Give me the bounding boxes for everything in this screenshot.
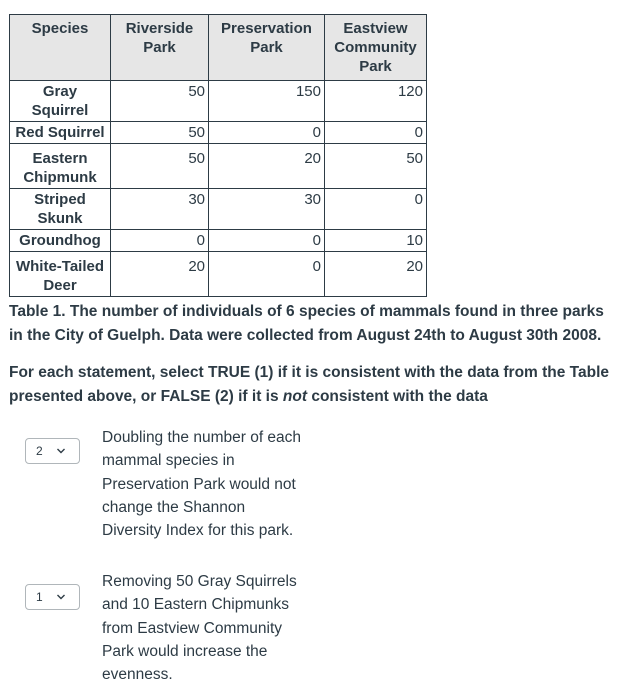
header-eastview: Eastview Community Park (325, 15, 427, 81)
header-species: Species (10, 15, 111, 81)
cell-preservation: 0 (209, 252, 325, 297)
cell-preservation: 0 (209, 230, 325, 252)
cell-preservation: 150 (209, 81, 325, 122)
header-riverside: Riverside Park (111, 15, 209, 81)
header-preservation: Preservation Park (209, 15, 325, 81)
table-header-row (10, 15, 427, 81)
cell-eastview: 50 (325, 144, 427, 189)
statement-1-text: Doubling the number of each mammal species in Preservation Park would not change the Shannon Diversity Index for this park. (102, 429, 302, 540)
mammal-data-table (9, 14, 427, 297)
cell-eastview: 120 (325, 81, 427, 122)
cell-preservation: 30 (209, 189, 325, 230)
statement-1-selected-value: 2 (36, 444, 43, 458)
cell-riverside: 50 (111, 122, 209, 144)
cell-preservation: 20 (209, 144, 325, 189)
cell-eastview: 10 (325, 230, 427, 252)
table-caption: Table 1. The number of individuals of 6 species of mammals found in three parks in the City of Guelph. Data were collected from August 24th to August 30th 2008. (9, 303, 604, 344)
statement-2-text: Removing 50 Gray Squirrels and 10 Eastern Chipmunks from Eastview Community Park would increase the evenness. (102, 573, 297, 684)
statement-2-selected-value: 1 (36, 590, 43, 604)
cell-preservation: 0 (209, 122, 325, 144)
cell-riverside: 30 (111, 189, 209, 230)
cell-riverside: 20 (111, 252, 209, 297)
table-row (10, 122, 427, 144)
table-row (10, 252, 427, 297)
instructions: For each statement, select TRUE (1) if it is consistent with the data from the Table presented above, or FALSE (2) if it is not consistent with the data (9, 364, 610, 405)
cell-eastview: 20 (325, 252, 427, 297)
chevron-down-icon (56, 593, 66, 601)
row-species: Groundhog (10, 230, 111, 252)
row-species: White-Tailed Deer (10, 252, 111, 297)
table-row (10, 81, 427, 122)
table-row (10, 230, 427, 252)
table-row (10, 144, 427, 189)
chevron-down-icon (56, 447, 66, 455)
cell-riverside: 50 (111, 144, 209, 189)
row-species: Red Squirrel (10, 122, 111, 144)
cell-riverside: 50 (111, 81, 209, 122)
table-row (10, 189, 427, 230)
row-species: Eastern Chipmunk (10, 144, 111, 189)
cell-riverside: 0 (111, 230, 209, 252)
statement-1-select[interactable] (25, 438, 80, 464)
cell-eastview: 0 (325, 189, 427, 230)
cell-eastview: 0 (325, 122, 427, 144)
row-species: Gray Squirrel (10, 81, 111, 122)
row-species: Striped Skunk (10, 189, 111, 230)
statement-2-select[interactable] (25, 584, 80, 610)
